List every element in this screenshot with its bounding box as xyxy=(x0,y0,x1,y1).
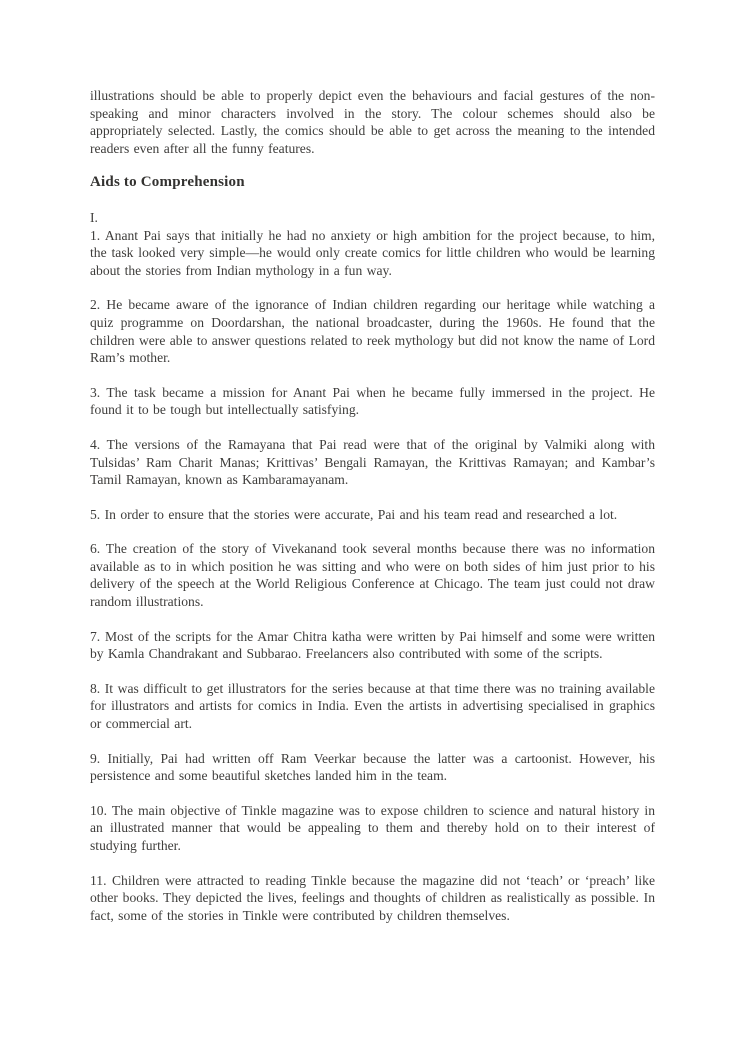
answer-item: 4. The versions of the Ramayana that Pai read were that of the original by Valmiki along with Tulsidas’ Ram Charit Manas; Krittivas’ Bengali Ramayan, the Krittivas Ramayan; and Kambar’s Tamil Ramayan, known as Kambaramayanam. xyxy=(90,436,655,488)
section-heading: Aids to Comprehension xyxy=(90,174,245,191)
exercise-label: I. xyxy=(90,209,98,225)
answer-item: 1. Anant Pai says that initially he had no anxiety or high ambition for the project because, to him, the task looked very simple—he would only create comics for little children who would be learning about the stories from Indian mythology in a fun way. xyxy=(90,227,655,278)
intro-paragraph: illustrations should be able to properly depict even the behaviours and facial gestures of the non-speaking and minor characters involved in the story. The colour schemes should also be appropriately selected. Lastly, the comics should be able to get across the meaning to the intended readers even after all the funny features. xyxy=(90,88,655,156)
answers-list xyxy=(90,227,655,925)
answer-item: 5. In order to ensure that the stories were accurate, Pai and his team read and researched a lot. xyxy=(90,506,618,522)
answer-item: 2. He became aware of the ignorance of Indian children regarding our heritage while watching a quiz programme on Doordarshan, the national broadcaster, during the 1960s. He found that the children were able to answer questions related to reek mythology but did not know the name of Lord Ram’s mother. xyxy=(90,297,655,366)
answer-item: 7. Most of the scripts for the Amar Chitra katha were written by Pai himself and some were written by Kamla Chandrakant and Subbarao. Freelancers also contributed with some of the scripts. xyxy=(90,628,655,662)
answer-item: 10. The main objective of Tinkle magazine was to expose children to science and natural history in an illustrated manner that would be appealing to them and thereby hold on to their interest of studying further. xyxy=(90,802,655,853)
answer-item: 6. The creation of the story of Vivekanand took several months because there was no information available as to in which position he was sitting and who were on both sides of him just prior to his delivery of the speech at the World Religious Conference at Chicago. The team just could not draw random illustrations. xyxy=(90,541,655,610)
answer-item: 3. The task became a mission for Anant Pai when he became fully immersed in the project. He found it to be tough but intellectually satisfying. xyxy=(90,384,655,418)
answer-item: 11. Children were attracted to reading Tinkle because the magazine did not ‘teach’ or ‘preach’ like other books. They depicted the lives, feelings and thoughts of children as realistically as possible. In fact, some of the stories in Tinkle were contributed by children themselves. xyxy=(90,872,655,923)
answer-item: 8. It was difficult to get illustrators for the series because at that time there was no training available for illustrators and artists for comics in India. Even the artists in advertising specialised in graphics or commercial art. xyxy=(90,680,655,732)
answer-item: 9. Initially, Pai had written off Ram Veerkar because the latter was a cartoonist. However, his persistence and some beautiful sketches landed him in the team. xyxy=(90,750,655,784)
